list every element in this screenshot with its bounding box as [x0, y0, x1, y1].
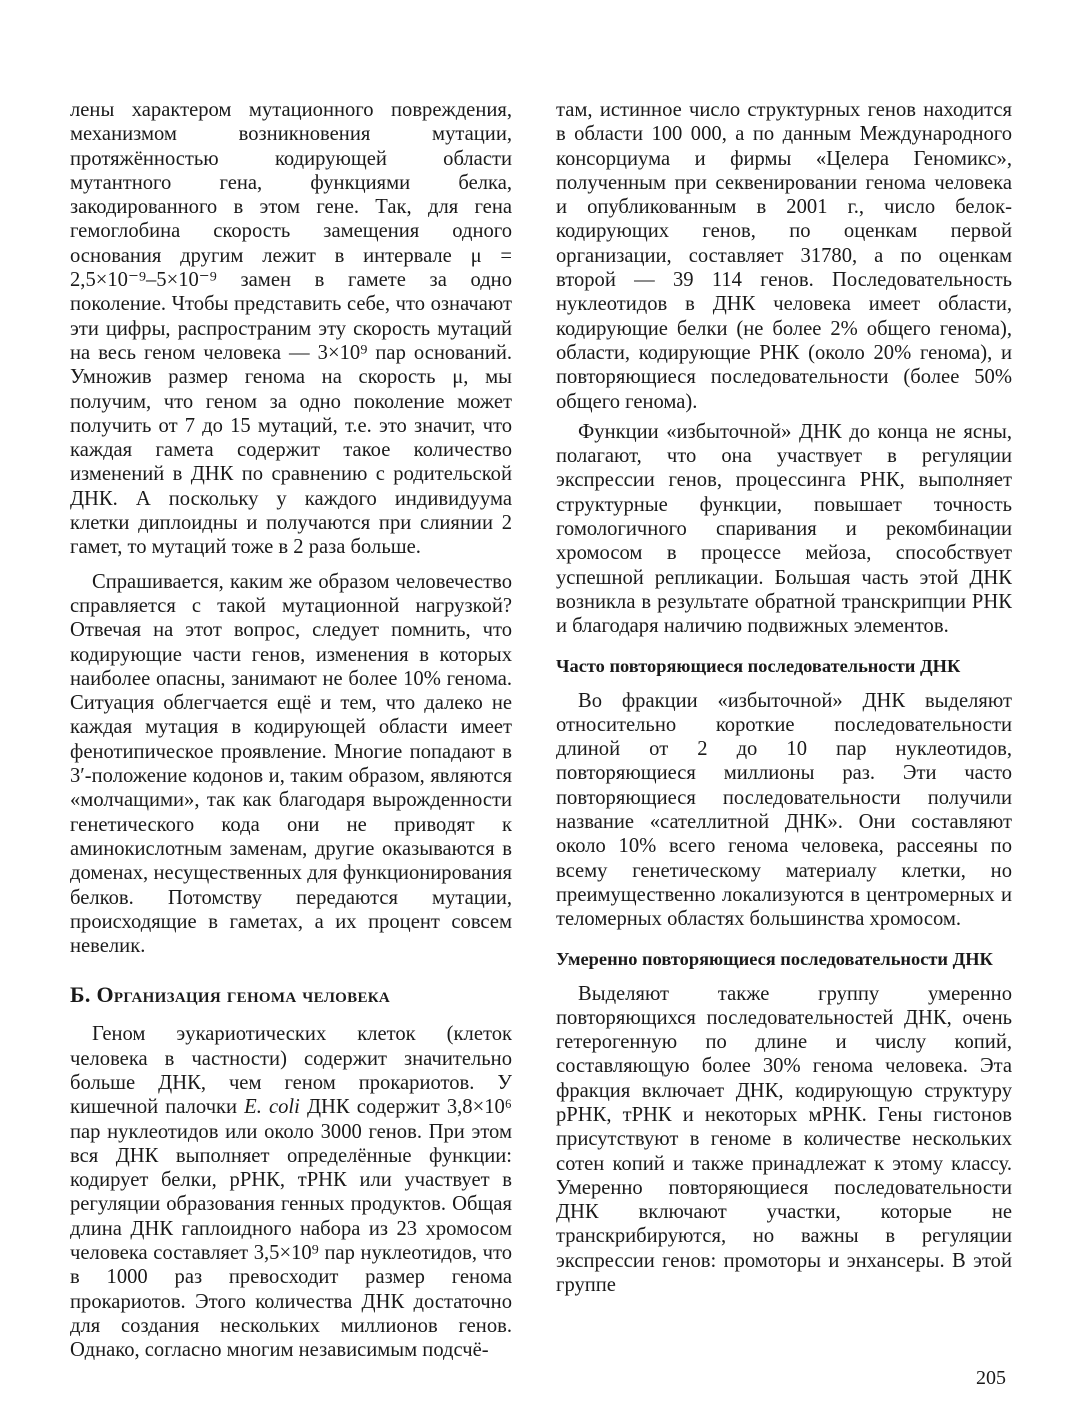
paragraph-genome-size-part1: Геном эукариотических клеток (клеток человека в частности) содержит значительно больше ДНК, чем геном прокариотов. У кишечной палочки [70, 1023, 512, 1119]
paragraph-excess-dna: Функции «избыточной» ДНК до конца не ясны, полагают, что она участвует в регуляции экспрессии генов, процессинга РНК, выполняет структурные функции, повышает точность гомологичного спаривания и рекомбинации хромосом в процессе мейоза, способствует успешной репликации. Большая часть этой ДНК возникла в результате обратной транскрипции РНК и благодаря наличию подвижных элементов. [556, 420, 1012, 638]
paragraph-moderate-repeats: Выделяют также группу умеренно повторяющихся последовательностей ДНК, очень гетерогенную по длине и числу копий, составляющую более 30% генома человека. Эта фракция включает ДНК, кодирующую структуру рРНК, тРНК и некоторых мРНК. Гены гистонов присутствуют в геноме в количестве нескольких сотен копий и также принадлежат к этому классу. Умеренно повторяющиеся последовательности ДНК включают участки, которые не транскрибируются, но важны в регуляции экспрессии генов: промоторы и энхансеры. В этой группе [556, 982, 1012, 1297]
species-name: E. coli [244, 1096, 300, 1119]
paragraph-mutation-rate: лены характером мутационного повреждения, механизмом возникновения мутации, протяжённостью кодирующей области мутантного гена, функциями белка, закодированного в этом гене. Так, для гена гемоглобина скорость замещения одного основания другим лежит в интервале μ = 2,5×10⁻⁹–5×10⁻⁹ замен в гамете за одно поколение. Чтобы представить себе, что означают эти цифры, распространим эту скорость мутаций на весь геном человека — 3×10⁹ пар оснований. Умножив размер генома на скорость μ, мы получим, что геном за одно поколение может получить от 7 до 15 мутаций, т.е. это значит, что каждая гамета содержит такое количество изменений в ДНК по сравнению с родительской ДНК. А поскольку у каждого индивидуума клетки диплоидны и получаются при слиянии 2 гамет, то мутаций тоже в 2 раза больше. [70, 99, 512, 559]
paragraph-genome-size [70, 1022, 512, 1362]
section-title: Б. Организация генома человека [70, 982, 391, 1008]
paragraph-satellite-dna: Во фракции «избыточной» ДНК выделяют относительно короткие последовательности длиной от 2 до 10 пар нуклеотидов, повторяющиеся миллионы раз. Эти часто повторяющиеся последовательности получили название «сателлитной ДНК». Они составляют около 10% всего генома человека, рассеяны по всему генетическому материалу клетки, но преимущественно локализуются в центромерных и теломерных областях большинства хромосом. [556, 689, 1012, 931]
page-number: 205 [976, 1367, 1006, 1389]
subheading-moderately-repetitive: Умеренно повторяющиеся последовательности ДНК [556, 948, 993, 969]
paragraph-mutation-load: Спрашивается, каким же образом человечество справляется с такой мутационной нагрузкой? Отвечая на этот вопрос, следует помнить, что кодирующие части генов, изменения в которых наиболее опасны, занимают не более 10% генома. Ситуация облегчается ещё и тем, что далеко не каждая мутация в кодирующей области имеет фенотипическое проявление. Многие попадают в 3′-положение кодонов и, таким образом, являются «молчащими», так как благодаря вырожденности генетического кода они не приводят к аминокислотным заменам, другие оказываются в доменах, несущественных для функционирования белков. Потомству передаются мутации, происходящие в гаметах, а их процент совсем невелик. [70, 570, 512, 958]
paragraph-gene-count: там, истинное число структурных генов находится в области 100 000, а по данным Международного консорциума и фирмы «Целера Геномикс», полученным при секвенировании генома человека и опубликованным в 2001 г., число белок-кодирующих генов, по оценкам первой организации, составляет 31780, а по оценкам второй — 39 114 генов. Последовательность нуклеотидов в ДНК человека имеет области, кодирующие белки (не более 2% общего генома), области, кодирующие РНК (около 20% генома), и повторяющиеся последовательности (более 50% общего генома). [556, 99, 1012, 413]
subheading-highly-repetitive: Часто повторяющиеся последовательности ДНК [556, 655, 961, 676]
left-column [70, 98, 512, 1363]
right-column [556, 98, 1012, 1297]
paragraph-genome-size-part2: ДНК содержит 3,8×10⁶ пар нуклеотидов или около 3000 генов. При этом вся ДНК выполняет определённые функции: кодирует белки, рРНК, тРНК или участвует в регуляции образования генных продуктов. Общая длина ДНК гаплоидного набора из 23 хромосом человека составляет 3,5×10⁹ пар нуклеотидов, что в 1000 раз превосходит размер генома прокариотов. Этого количества ДНК достаточно для создания нескольких миллионов генов. Однако, согласно многим независимым подсчё- [70, 1096, 512, 1362]
